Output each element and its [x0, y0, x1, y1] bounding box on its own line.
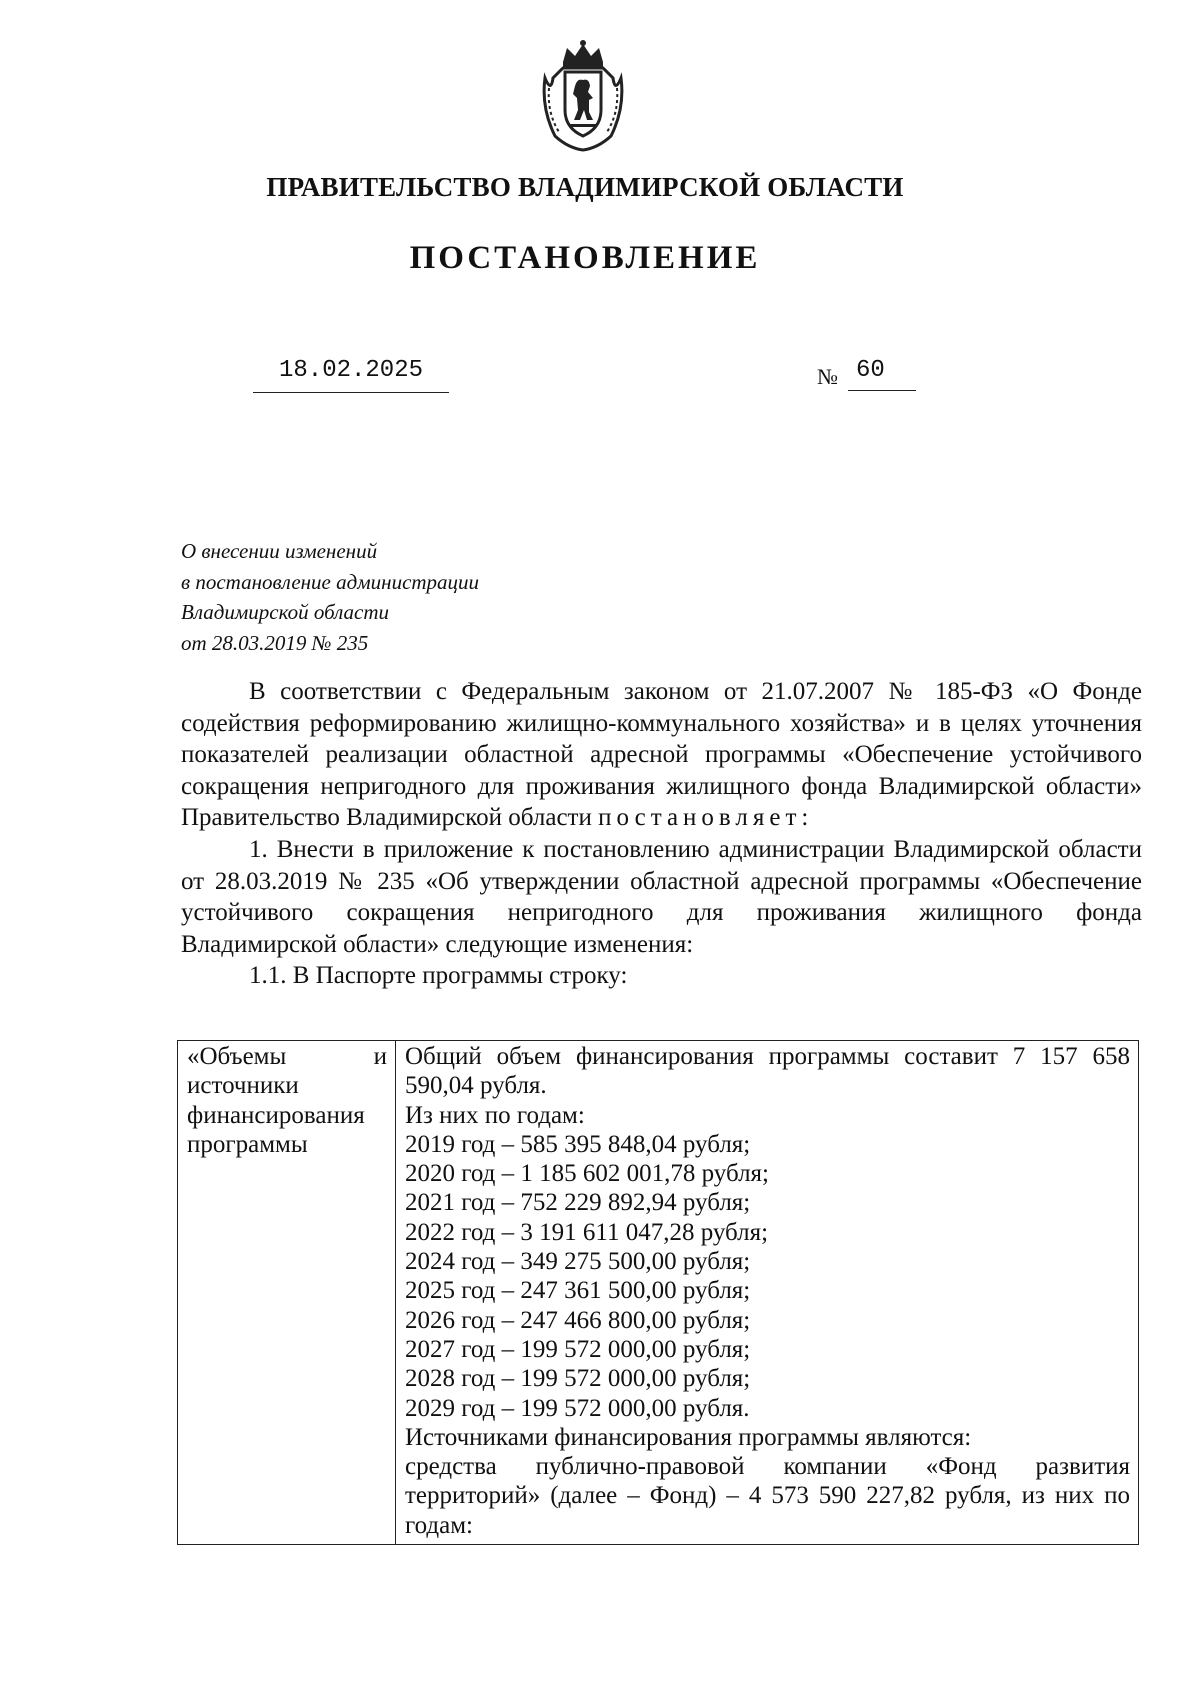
preamble-colon: :: [801, 804, 809, 832]
row-label-cell: «Объемы и источники финансирования программы: [178, 1041, 396, 1545]
year-line: 2027 год – 199 572 000,00 рубля;: [405, 1335, 751, 1363]
subject-line: Владимирской области: [181, 600, 390, 624]
document-type-title: ПОСТАНОВЛЕНИЕ: [409, 240, 761, 276]
year-line: 2020 год – 1 185 602 001,78 рубля;: [405, 1160, 769, 1188]
by-years-label: Из них по годам:: [405, 1101, 585, 1129]
total-funding: Общий объем финансирования программы составит 7 157 658 590,04 рубля.: [405, 1043, 1130, 1100]
year-line: 2026 год – 247 466 800,00 рубля;: [405, 1306, 751, 1334]
government-title: ПРАВИТЕЛЬСТВО ВЛАДИМИРСКОЙ ОБЛАСТИ: [266, 172, 904, 202]
number-underline: [848, 390, 916, 391]
coat-of-arms-icon: [533, 38, 633, 154]
year-line: 2024 год – 349 275 500,00 рубля;: [405, 1248, 751, 1276]
date-underline: [253, 392, 449, 393]
year-line: 2019 год – 585 395 848,04 рубля;: [405, 1130, 751, 1158]
preamble-paragraph: [181, 676, 1142, 834]
preamble-text: В соответствии с Федеральным законом от 21.07.2007 № 185-ФЗ «О Фонде содействия реформированию жилищно-коммунального хозяйства» и в целях уточнения показателей реализации областной адресной программы «Обеспечение устойчивого сокращения непригодного для проживания жилищного фонда Владимирской области» Правительство Владимирской области: [181, 678, 1142, 832]
year-line: 2021 год – 752 229 892,94 рубля;: [405, 1189, 751, 1217]
document-date: [253, 357, 449, 384]
document-body: [181, 676, 1142, 992]
clause-1-1-paragraph: 1.1. В Паспорте программы строку:: [249, 962, 628, 990]
number-sign: №: [817, 364, 838, 389]
row-value-cell: [396, 1041, 1139, 1545]
subject-line: О внесении изменений: [181, 539, 378, 563]
document-subject: [181, 536, 479, 658]
fund-funding-text: средства публично-правовой компании «Фонд развития территорий» (далее – Фонд) – 4 573 590 227,82 рубля, из них по годам:: [405, 1453, 1130, 1539]
year-line: 2029 год – 199 572 000,00 рубля.: [405, 1394, 750, 1422]
sources-label: Источниками финансирования программы являются:: [405, 1423, 972, 1451]
date-value: 18.02.2025: [278, 357, 424, 384]
year-line: 2022 год – 3 191 611 047,28 рубля;: [405, 1218, 769, 1246]
clause-1-paragraph: 1. Внести в приложение к постановлению администрации Владимирской области от 28.03.2019 № 235 «Об утверждении областной адресной программы «Обеспечение устойчивого сокращения непригодного для проживания жилищного фонда Владимирской области» следующие изменения:: [181, 835, 1142, 958]
passport-table: [177, 1040, 1139, 1545]
subject-line: от 28.03.2019 № 235: [181, 630, 369, 655]
table-row: [178, 1041, 1139, 1545]
document-number: 60: [856, 357, 885, 384]
subject-line: в постановление администрации: [181, 569, 480, 594]
year-line: 2025 год – 247 361 500,00 рубля;: [405, 1277, 751, 1305]
resolves-verb: постановляет: [598, 804, 802, 832]
year-line: 2028 год – 199 572 000,00 рубля;: [405, 1365, 751, 1393]
